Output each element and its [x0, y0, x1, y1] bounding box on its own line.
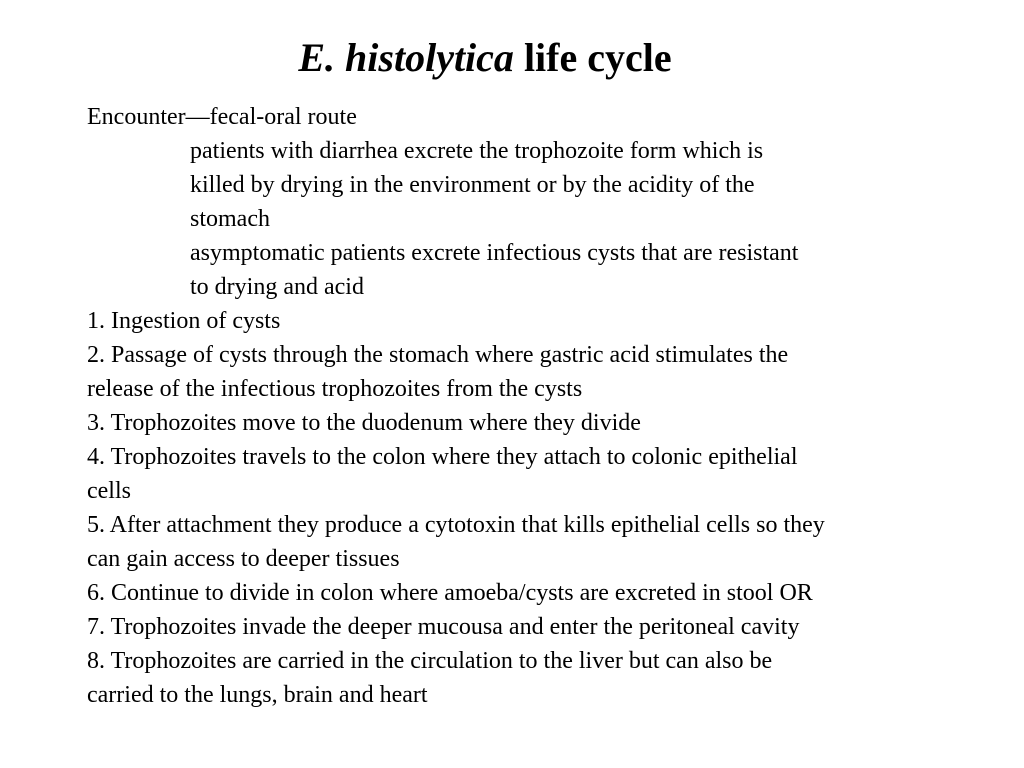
slide-title-italic: E. histolytica [298, 35, 514, 80]
body-line-indented: stomach [190, 206, 270, 232]
body-line: 1. Ingestion of cysts [87, 308, 281, 334]
slide-body [87, 100, 987, 712]
body-line-indented: asymptomatic patients excrete infectious cysts that are resistant [190, 240, 799, 266]
body-line: cells [87, 478, 131, 504]
body-line: Encounter—fecal-oral route [87, 104, 357, 130]
body-line: 5. After attachment they produce a cytotoxin that kills epithelial cells so they [87, 512, 825, 538]
body-line: 2. Passage of cysts through the stomach where gastric acid stimulates the [87, 342, 789, 368]
body-line-indented: patients with diarrhea excrete the trophozoite form which is [190, 138, 764, 164]
body-line: 6. Continue to divide in colon where amoeba/cysts are excreted in stool OR [87, 580, 813, 606]
body-line: 8. Trophozoites are carried in the circulation to the liver but can also be [87, 648, 773, 674]
slide-title-rest: life cycle [513, 35, 672, 80]
body-line: 4. Trophozoites travels to the colon where they attach to colonic epithelial [87, 444, 798, 470]
slide-title [0, 34, 970, 82]
body-line: 7. Trophozoites invade the deeper mucousa and enter the peritoneal cavity [87, 614, 800, 640]
body-line: can gain access to deeper tissues [87, 546, 400, 572]
body-line: release of the infectious trophozoites from the cysts [87, 376, 583, 402]
body-line-indented: to drying and acid [190, 274, 364, 300]
body-line: carried to the lungs, brain and heart [87, 682, 428, 708]
body-line: 3. Trophozoites move to the duodenum where they divide [87, 410, 641, 436]
body-line-indented: killed by drying in the environment or by the acidity of the [190, 172, 755, 198]
